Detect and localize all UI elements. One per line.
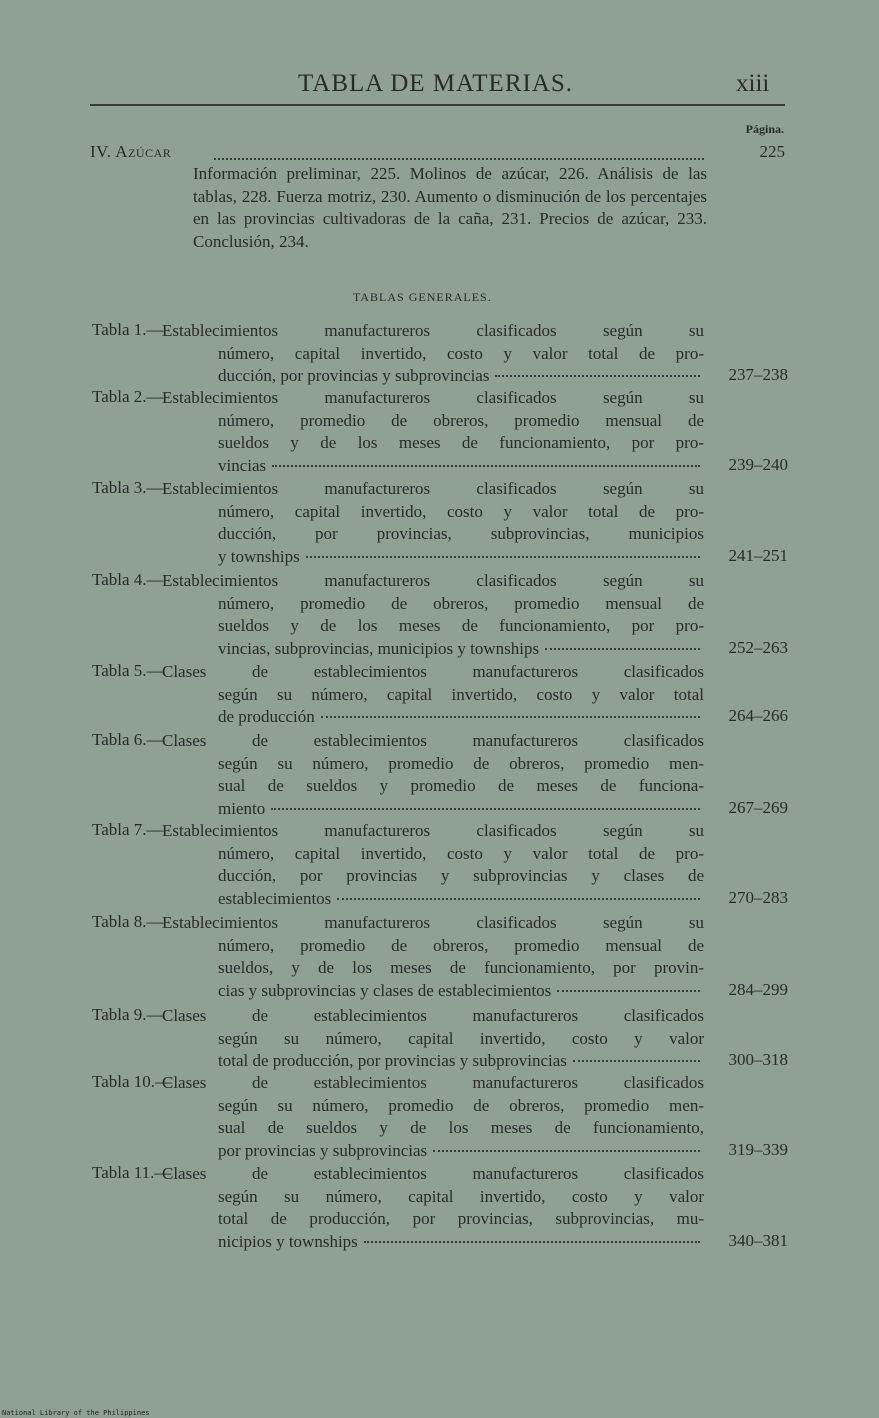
section-description: Información preliminar, 225. Molinos de azúcar, 226. Análisis de las tablas, 228. Fuerza motriz, 230. Aumento o disminución de los percentajes en las provincias cultivadoras de la caña, 231. Precios de azúcar, 233. Conclusión, 234. [193, 164, 707, 251]
leader-dots [272, 465, 700, 467]
table-description [162, 730, 704, 820]
table-description-line: Establecimientos manufactureros clasificados según su [162, 388, 704, 407]
table-description [162, 387, 704, 477]
leader-dots [306, 556, 700, 558]
table-description-line: Establecimientos manufactureros clasificados según su [162, 479, 704, 498]
table-description-line: Clases de establecimientos manufactureros clasificados [162, 662, 704, 681]
table-label: Tabla 1.— [92, 320, 164, 339]
table-description-line: número, capital invertido, costo y valor total de pro- [218, 501, 704, 521]
table-description [162, 1072, 704, 1162]
table-description-line: ducción, por provincias y subprovincias y clases de [218, 866, 704, 886]
subheading: TABLAS GENERALES. [353, 290, 492, 304]
table-description-line: por provincias y subprovincias [218, 1140, 428, 1160]
table-description-line: número, capital invertido, costo y valor total de pro- [218, 843, 704, 863]
table-label: Tabla 10.— [92, 1072, 173, 1091]
table-label: Tabla 3.— [92, 478, 164, 497]
table-label: Tabla 2.— [92, 387, 164, 406]
table-description-line: total de producción, por provincias y subprovincias [218, 1051, 567, 1071]
table-label: Tabla 4.— [92, 570, 164, 589]
table-description [162, 912, 704, 1002]
table-description-line: Clases de establecimientos manufactureros clasificados [162, 1073, 704, 1092]
page-number: xiii [736, 70, 770, 97]
table-pages: 237–238 [728, 365, 788, 385]
section-entry [90, 142, 785, 164]
table-pages: 267–269 [728, 797, 788, 817]
table-label: Tabla 8.— [92, 912, 164, 931]
table-description-line: Clases de establecimientos manufactureros clasificados [162, 1164, 704, 1183]
table-description-line: ducción, por provincias, subprovincias, municipios [218, 524, 704, 544]
table-description-line: Clases de establecimientos manufactureros clasificados [162, 1006, 704, 1025]
section-page: 225 [759, 142, 785, 161]
leader-dots [364, 1241, 700, 1243]
table-label: Tabla 6.— [92, 730, 164, 749]
page-column-heading: Página. [745, 122, 784, 136]
table-description-line: sual de sueldos y promedio de meses de funciona- [218, 776, 704, 796]
table-pages: 300–318 [728, 1050, 788, 1070]
leader-dots [557, 990, 700, 992]
table-pages: 340–381 [728, 1230, 788, 1250]
section-label: IV. Azúcar [90, 142, 172, 161]
table-description [162, 570, 704, 660]
table-description-line: y townships [218, 546, 300, 566]
table-description-line: sueldos y de los meses de funcionamiento, por pro- [218, 433, 704, 453]
leader-dots [573, 1060, 700, 1062]
table-description-line: total de producción, por provincias, subprovincias, mu- [218, 1209, 704, 1229]
table-description-line: Clases de establecimientos manufactureros clasificados [162, 731, 704, 750]
table-description [162, 820, 704, 910]
leader-dots [321, 716, 700, 718]
table-pages: 284–299 [728, 979, 788, 999]
leader-dots [337, 898, 700, 900]
table-description-line: vincias [218, 455, 267, 475]
table-description-line: nicipios y townships [218, 1231, 358, 1251]
leader-dots [495, 375, 700, 377]
table-pages: 270–283 [728, 887, 788, 907]
table-description-line: número, promedio de obreros, promedio mensual de [218, 935, 704, 955]
table-description-line: Establecimientos manufactureros clasificados según su [162, 571, 704, 590]
table-description-line: sual de sueldos y de los meses de funcionamiento, [218, 1118, 704, 1138]
leader-dots [271, 808, 700, 810]
table-description-line: número, promedio de obreros, promedio mensual de [218, 410, 704, 430]
table-description-line: según su número, capital invertido, costo y valor [218, 1186, 704, 1206]
table-description [162, 1163, 704, 1253]
table-description-line: Establecimientos manufactureros clasificados según su [162, 321, 704, 340]
leader-dots [433, 1150, 700, 1152]
table-description-line: establecimientos [218, 888, 332, 908]
table-description-line: según su número, promedio de obreros, promedio men- [218, 1095, 704, 1115]
table-description-line: según su número, promedio de obreros, promedio men- [218, 753, 704, 773]
table-description-line: número, capital invertido, costo y valor total de pro- [218, 343, 704, 363]
table-label: Tabla 5.— [92, 661, 164, 680]
table-label: Tabla 9.— [92, 1005, 164, 1024]
table-label: Tabla 11.— [92, 1163, 172, 1182]
table-label: Tabla 7.— [92, 820, 164, 839]
leader-dots [545, 648, 700, 650]
table-description [162, 320, 704, 388]
table-description-line: Establecimientos manufactureros clasificados según su [162, 821, 704, 840]
leader-dots [214, 158, 704, 160]
table-pages: 264–266 [728, 706, 788, 726]
page-title: TABLA DE MATERIAS. [298, 70, 574, 97]
header-rule [90, 104, 785, 106]
table-description [162, 478, 704, 568]
table-description-line: ducción, por provincias y subprovincias [218, 366, 490, 386]
table-description-line: sueldos, y de los meses de funcionamiento, por provin- [218, 958, 704, 978]
table-description-line: cias y subprovincias y clases de establecimientos [218, 980, 552, 1000]
table-description-line: miento [218, 798, 266, 818]
table-description-line: sueldos y de los meses de funcionamiento, por pro- [218, 616, 704, 636]
table-description-line: número, promedio de obreros, promedio mensual de [218, 593, 704, 613]
table-description-line: vincias, subprovincias, municipios y townships [218, 638, 540, 658]
table-description-line: de producción [218, 707, 315, 727]
footer-credit: National Library of the Philippines [2, 1409, 150, 1417]
table-pages: 319–339 [728, 1139, 788, 1159]
table-pages: 239–240 [728, 454, 788, 474]
table-description-line: según su número, capital invertido, costo y valor total [218, 684, 704, 704]
table-description [162, 1005, 704, 1073]
table-description-line: Establecimientos manufactureros clasificados según su [162, 913, 704, 932]
table-description-line: según su número, capital invertido, costo y valor [218, 1028, 704, 1048]
table-pages: 241–251 [728, 545, 788, 565]
table-description [162, 661, 704, 729]
table-pages: 252–263 [728, 637, 788, 657]
